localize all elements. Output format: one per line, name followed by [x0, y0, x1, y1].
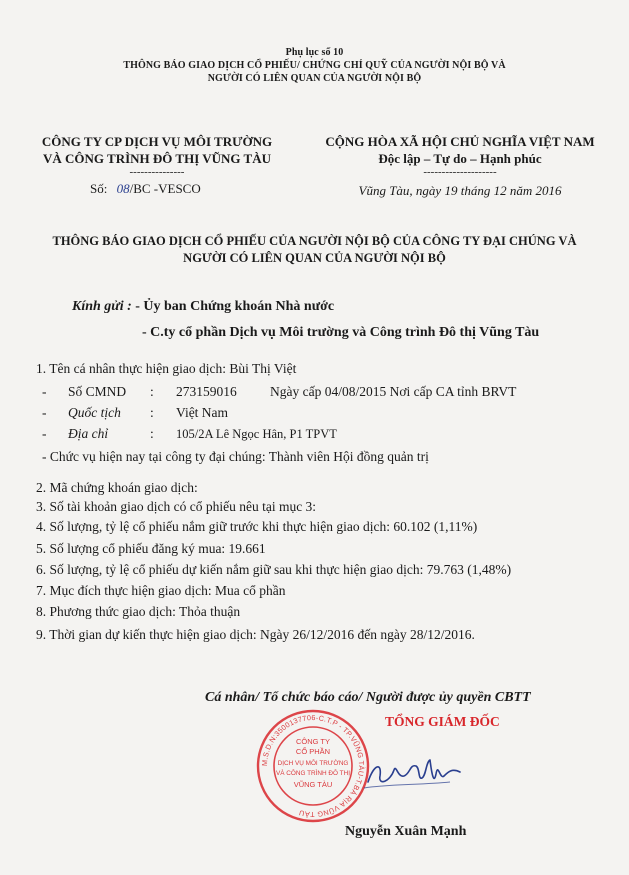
nationality-colon: :	[150, 405, 154, 420]
item-4: 4. Số lượng, tỷ lệ cổ phiếu nắm giữ trước khi thực hiện giao dịch: 60.102 (1,11%)	[36, 519, 478, 534]
doc-number-handwritten: 08	[116, 181, 130, 196]
seal-line2: CỔ PHẦN	[295, 747, 331, 756]
item-9: 9. Thời gian dự kiến thực hiện giao dịch: Ngày 26/12/2016 đến ngày 28/12/2016.	[36, 627, 475, 642]
item-3: 3. Số tài khoản giao dịch có cổ phiếu nêu tại mục 3:	[36, 499, 317, 514]
report-title-line1: THÔNG BÁO GIAO DỊCH CỔ PHIẾU CỦA NGƯỜI NỘI BỘ CỦA CÔNG TY ĐẠI CHÚNG VÀ	[52, 234, 577, 248]
id-issue: Ngày cấp 04/08/2015 Nơi cấp CA tỉnh BRVT	[270, 384, 517, 399]
appendix-title-line2: NGƯỜI CÓ LIÊN QUAN CỦA NGƯỜI NỘI BỘ	[207, 73, 422, 84]
signer-name: Nguyễn Xuân Mạnh	[345, 824, 467, 839]
seal-line3: DỊCH VỤ MÔI TRƯỜNG	[277, 760, 349, 767]
address-value: 105/2A Lê Ngọc Hân, P1 TPVT	[176, 427, 337, 441]
doc-number-label: Số:	[90, 181, 108, 196]
seal-line5: VŨNG TÀU	[293, 780, 333, 789]
recipient-ssc: - Ủy ban Chứng khoán Nhà nước	[135, 299, 335, 314]
nationality-label: Quốc tịch	[68, 405, 121, 420]
nation-motto: Độc lập – Tự do – Hạnh phúc	[378, 151, 542, 166]
date-line: Vũng Tàu, ngày 19 tháng 12 năm 2016	[358, 183, 562, 198]
doc-number	[90, 181, 201, 197]
company-divider: ---------------	[129, 166, 185, 178]
company-name-line2: VÀ CÔNG TRÌNH ĐÔ THỊ VŨNG TÀU	[42, 151, 272, 166]
recipient-vesco: - C.ty cổ phần Dịch vụ Môi trường và Công trình Đô thị Vũng Tàu	[142, 325, 540, 340]
company-name-line1: CÔNG TY CP DỊCH VỤ MÔI TRƯỜNG	[41, 134, 273, 149]
seal-line1: CÔNG TY	[295, 737, 331, 746]
company-seal-icon	[255, 708, 371, 824]
report-title-line2: NGƯỜI CÓ LIÊN QUAN CỦA NGƯỜI NỘI BỘ	[183, 251, 446, 265]
item-2: 2. Mã chứng khoán giao dịch:	[36, 480, 198, 495]
item-1: 1. Tên cá nhân thực hiện giao dịch: Bùi Thị Việt	[36, 361, 297, 376]
appendix-label: Phụ lục số 10	[285, 47, 344, 58]
recipients-label: Kính gửi :	[72, 299, 132, 314]
signature-icon	[360, 752, 470, 797]
address-colon: :	[150, 426, 154, 441]
address-label: Địa chỉ	[68, 426, 109, 441]
id-value: 273159016	[176, 384, 237, 399]
item-7: 7. Mục đích thực hiện giao dịch: Mua cổ phần	[36, 583, 286, 598]
recipients-first	[72, 299, 334, 315]
address-dash: -	[42, 426, 47, 441]
nation-divider: --------------------	[423, 166, 497, 178]
item-5: 5. Số lượng cổ phiếu đăng ký mua: 19.661	[36, 541, 266, 556]
nation-title: CỘNG HÒA XÃ HỘI CHỦ NGHĨA VIỆT NAM	[325, 134, 595, 149]
id-label: Số CMND	[68, 384, 127, 399]
id-dash: -	[42, 384, 47, 399]
seal-ring-text: M.S.D.N:3500137706-C.T.P - TP.VŨNG TÀU-T.BÀ RỊA VŨNG TÀU	[259, 712, 367, 820]
item-6: 6. Số lượng, tỷ lệ cổ phiếu dự kiến nắm giữ sau khi thực hiện giao dịch: 79.763 (1,48%)	[36, 562, 512, 577]
position-line: - Chức vụ hiện nay tại công ty đại chúng: Thành viên Hội đồng quản trị	[42, 449, 429, 464]
appendix-title-line1: THÔNG BÁO GIAO DỊCH CỔ PHIẾU/ CHỨNG CHỈ QUỸ CỦA NGƯỜI NỘI BỘ VÀ	[123, 60, 506, 71]
doc-number-suffix: /BC -VESCO	[129, 181, 201, 196]
seal-line4: VÀ CÔNG TRÌNH ĐÔ THỊ	[276, 770, 350, 777]
reporter-label: Cá nhân/ Tổ chức báo cáo/ Người được ủy quyền CBTT	[205, 690, 531, 705]
nationality-dash: -	[42, 405, 47, 420]
stamp-title: TỔNG GIÁM ĐỐC	[385, 714, 500, 729]
item-8: 8. Phương thức giao dịch: Thỏa thuận	[36, 604, 241, 619]
id-colon: :	[150, 384, 154, 399]
nationality-value: Việt Nam	[176, 405, 229, 420]
